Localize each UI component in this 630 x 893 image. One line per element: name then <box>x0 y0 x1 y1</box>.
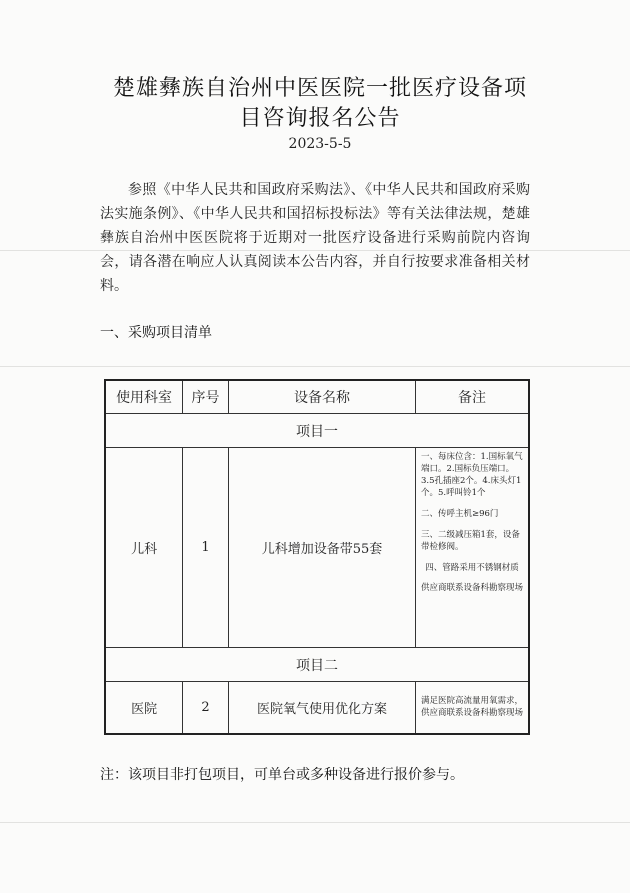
scan-artifact-line <box>0 366 630 367</box>
document-title-line2: 目咨询报名公告 <box>239 106 401 131</box>
header-notes: 备注 <box>415 380 529 414</box>
note-line: 一、每床位含：1.国标氧气端口。2.国标负压端口。3.5孔插座2个。4.床头灯1个。5.呼叫铃1个 <box>420 452 523 498</box>
note-line: 三、二级减压箱1套，设备带检修阀。 <box>420 530 520 552</box>
note-line: 四、管路采用不锈钢材质 <box>425 563 519 573</box>
note-line: 二、传呼主机≥96门 <box>420 509 499 519</box>
procurement-table <box>104 379 530 735</box>
group-label: 项目一 <box>105 414 529 448</box>
number-cell: 1 <box>183 448 229 648</box>
header-department: 使用科室 <box>105 380 183 414</box>
equipment-cell: 儿科增加设备带55套 <box>228 448 415 648</box>
note-line: 供应商联系设备科勘察现场 <box>420 583 523 593</box>
header-number: 序号 <box>183 380 229 414</box>
table-header-row <box>105 380 529 414</box>
footnote: 注：该项目非打包项目，可单台或多种设备进行报价参与。 <box>100 767 464 783</box>
number-cell: 2 <box>183 682 229 734</box>
department-cell: 儿科 <box>105 448 183 648</box>
table-group-row <box>105 648 529 682</box>
section-heading: 一、采购项目清单 <box>100 325 212 341</box>
department-cell: 医院 <box>105 682 183 734</box>
group-label: 项目二 <box>105 648 529 682</box>
document-title-line1: 楚雄彝族自治州中医医院一批医疗设备项 <box>112 76 527 101</box>
table-row <box>105 448 529 648</box>
document-date: 2023-5-5 <box>288 136 352 152</box>
notes-cell <box>415 448 529 648</box>
table-row <box>105 682 529 734</box>
scan-artifact-line <box>0 822 630 823</box>
equipment-cell: 医院氧气使用优化方案 <box>228 682 415 734</box>
header-equipment: 设备名称 <box>228 380 415 414</box>
table-group-row <box>105 414 529 448</box>
intro-paragraph: 参照《中华人民共和国政府采购法》、《中华人民共和国政府采购法实施条例》、《中华人民共和国招标投标法》等有关法律法规，楚雄彝族自治州中医医院将于近期对一批医疗设备进行采购前院内咨询会，请各潜在响应人认真阅读本公告内容，并自行按要求准备相关材料。 <box>100 182 530 294</box>
notes-cell: 满足医院高流量用氧需求，供应商联系设备科勘察现场 <box>415 682 529 734</box>
